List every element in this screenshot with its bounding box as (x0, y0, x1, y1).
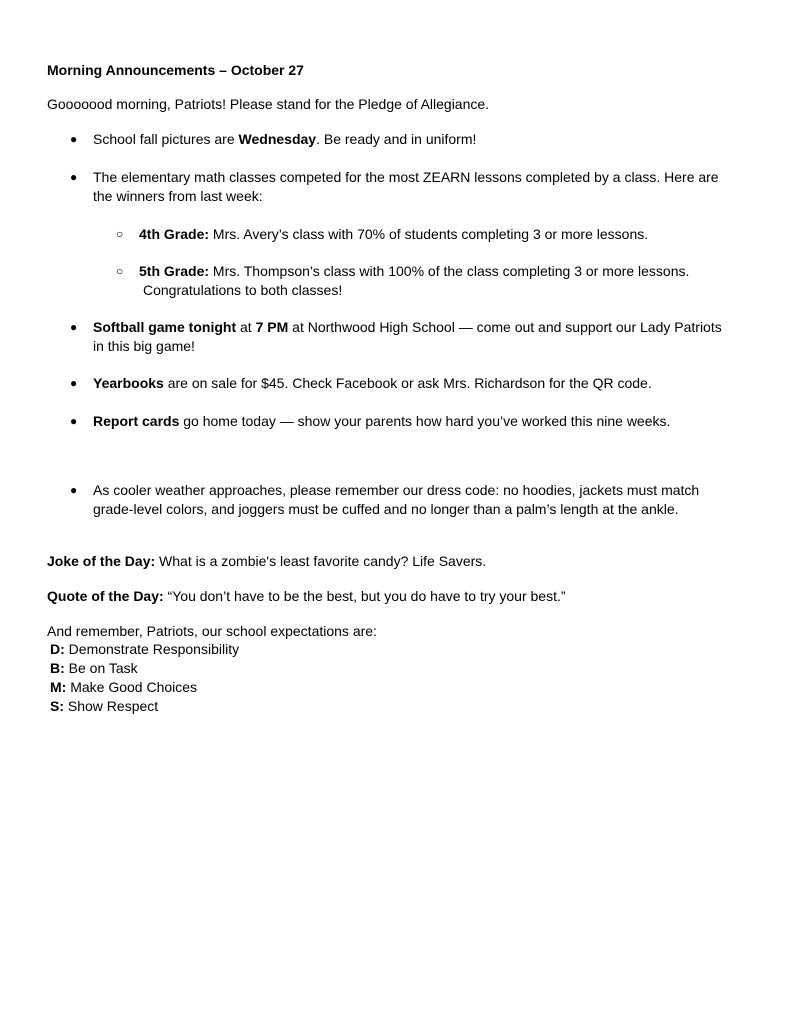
announcement-zearn-line1: The elementary math classes competed for the most ZEARN lessons completed by a class. Here are (93, 169, 719, 185)
expectation-item (50, 697, 158, 716)
expectation-letter: D: (50, 641, 65, 657)
bullet-dot: ● (70, 376, 78, 390)
announcement-softball-line1 (93, 318, 722, 337)
expectation-item (50, 640, 239, 659)
quote-label: Quote of the Day: (47, 588, 164, 604)
bullet-dot: ● (70, 170, 78, 184)
bullet-dot: ● (70, 132, 78, 146)
bullet-dot: ● (70, 414, 78, 428)
grade4-text: Mrs. Avery’s class with 70% of students completing 3 or more lessons. (209, 226, 649, 242)
grade5-label: 5th Grade: (139, 263, 210, 279)
page-title (47, 61, 304, 80)
announcement-softball-line2: in this big game! (93, 338, 195, 354)
softball-bold2: 7 PM (255, 319, 289, 335)
softball-post: at Northwood High School — come out and support our Lady Patriots (288, 319, 722, 335)
joke-of-the-day (47, 552, 486, 571)
joke-text: What is a zombie's least favorite candy? Life Savers. (155, 553, 487, 569)
expectation-letter: S: (50, 698, 64, 714)
bullet-dot: ● (70, 320, 78, 334)
expectation-letter: M: (50, 679, 67, 695)
expectation-item (50, 659, 138, 678)
report-cards-bold: Report cards (93, 413, 180, 429)
joke-label: Joke of the Day: (47, 553, 156, 569)
grade4-label: 4th Grade: (139, 226, 210, 242)
title-text: Morning Announcements – October 27 (47, 62, 304, 78)
expectation-text: Show Respect (64, 698, 159, 714)
expectation-text: Be on Task (64, 660, 138, 676)
yearbooks-post: are on sale for $45. Check Facebook or ask Mrs. Richardson for the QR code. (163, 375, 652, 391)
announcement-zearn-line2: the winners from last week: (93, 188, 263, 204)
yearbooks-bold: Yearbooks (93, 375, 164, 391)
grade5-text: Mrs. Thompson’s class with 100% of the class completing 3 or more lessons. (209, 263, 690, 279)
winner-grade5 (139, 262, 689, 281)
announcement-yearbooks (93, 374, 652, 393)
expectation-letter: B: (50, 660, 65, 676)
expectation-item (50, 678, 197, 697)
greeting-line: Gooooood morning, Patriots! Please stand for the Pledge of Allegiance. (47, 96, 490, 112)
quote-of-the-day (47, 587, 566, 606)
sub-bullet-circle: ○ (116, 264, 124, 278)
announcement-dress-code-line1: As cooler weather approaches, please remember our dress code: no hoodies, jackets must match (93, 482, 700, 498)
announcement-pictures (93, 130, 476, 149)
expectations-intro: And remember, Patriots, our school expectations are: (47, 623, 377, 639)
winner-grade5-line2: Congratulations to both classes! (143, 282, 343, 298)
winner-grade4 (139, 225, 648, 244)
softball-bold1: Softball game tonight (93, 319, 237, 335)
softball-mid: at (236, 319, 256, 335)
announcement-dress-code-line2: grade-level colors, and joggers must be cuffed and no longer than a palm’s length at the ankle. (93, 501, 679, 517)
announcement-report-cards (93, 412, 670, 431)
expectation-text: Make Good Choices (66, 679, 198, 695)
report-cards-post: go home today — show your parents how hard you’ve worked this nine weeks. (179, 413, 671, 429)
bullet-dot: ● (70, 483, 78, 497)
pictures-pre: School fall pictures are (93, 131, 239, 147)
pictures-post: . Be ready and in uniform! (316, 131, 477, 147)
expectation-text: Demonstrate Responsibility (64, 641, 240, 657)
sub-bullet-circle: ○ (116, 227, 124, 241)
pictures-bold: Wednesday (238, 131, 317, 147)
quote-text: “You don’t have to be the best, but you do have to try your best.” (163, 588, 566, 604)
